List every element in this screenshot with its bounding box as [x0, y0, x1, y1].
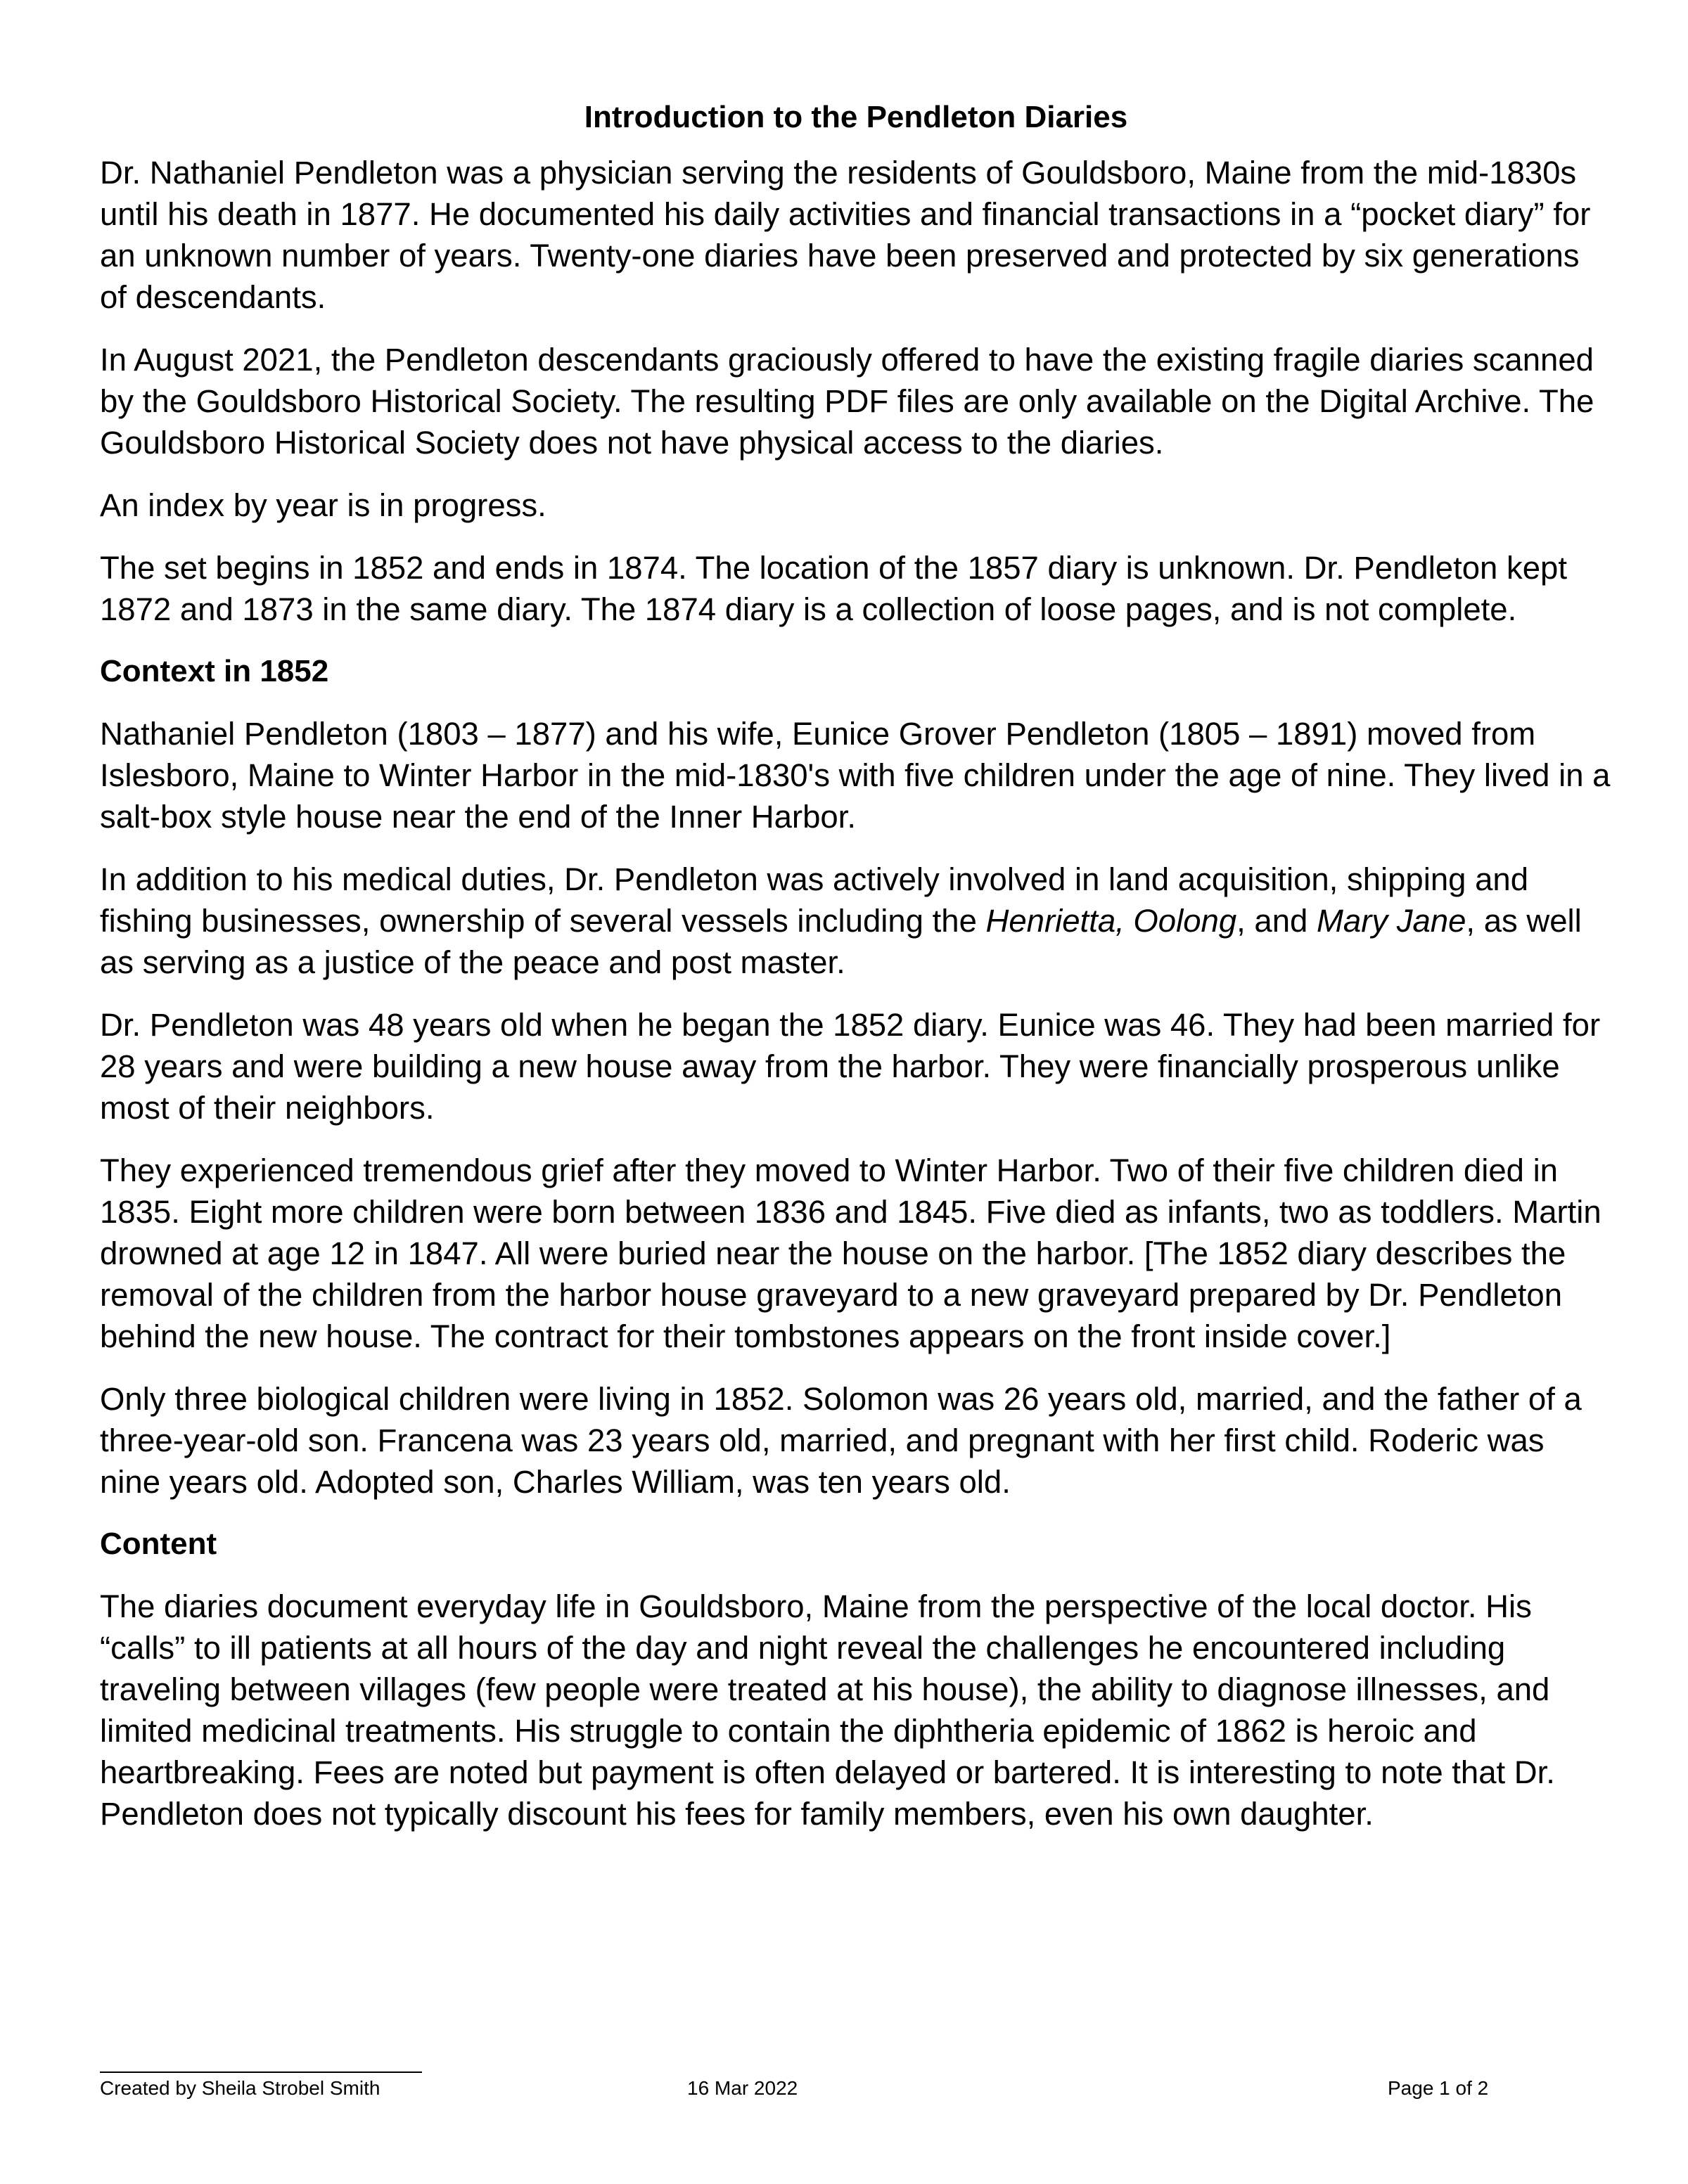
document-page [100, 97, 1612, 1856]
intro-paragraph-4: The set begins in 1852 and ends in 1874. The location of the 1857 diary is unknown. Dr. Pendleton kept 1872 and 1873 in the same diary. The 1874 diary is a collection of loose pages, and is not complete. [100, 550, 1568, 627]
page-title: Introduction to the Pendleton Diaries [584, 100, 1128, 134]
context-paragraph-2 [100, 859, 1612, 983]
section-heading-context: Context in 1852 [100, 654, 329, 688]
context-paragraph-5: Only three biological children were living in 1852. Solomon was 26 years old, married, and the father of a three-year-old son. Francena was 23 years old, married, and pregnant with her first child. Roderic was nine years old. Adopted son, Charles William, was ten years old. [100, 1381, 1582, 1500]
footer-author: Created by Sheila Strobel Smith [100, 2077, 381, 2099]
context-paragraph-2-text-before: In addition to his medical duties, Dr. Pendleton was actively involved in land acquisition, shipping and fishing businesses, ownership of several vessels including the [100, 861, 1529, 939]
intro-paragraph-2: In August 2021, the Pendleton descendants graciously offered to have the existing fragile diaries scanned by the Gouldsboro Historical Society. The resulting PDF files are only available on the Digital Archive. The Gouldsboro Historical Society does not have physical access to the diaries. [100, 342, 1594, 461]
footer-divider [100, 2071, 422, 2073]
intro-paragraph-1: Dr. Nathaniel Pendleton was a physician serving the residents of Gouldsboro, Maine from the mid-1830s until his death in 1877. He documented his daily activities and financial transactions in a “pocket diary” for an unknown number of years. Twenty-one diaries have been preserved and protected by six generations of descendants. [100, 155, 1591, 315]
footer-page-number: Page 1 of 2 [1388, 2077, 1489, 2099]
context-paragraph-1: Nathaniel Pendleton (1803 – 1877) and his wife, Eunice Grover Pendleton (1805 – 1891) moved from Islesboro, Maine to Winter Harbor in the mid-1830's with five children under the age of nine. They lived in a salt-box style house near the end of the Inner Harbor. [100, 716, 1611, 835]
context-paragraph-2-text-middle: , and [1236, 903, 1317, 939]
section-heading-content: Content [100, 1527, 217, 1561]
vessel-name-italic: Mary Jane [1316, 903, 1466, 939]
footer-date: 16 Mar 2022 [687, 2077, 798, 2099]
context-paragraph-3: Dr. Pendleton was 48 years old when he began the 1852 diary. Eunice was 46. They had been married for 28 years and were building a new house away from the harbor. They were financially prosperous unlike most of their neighbors. [100, 1007, 1601, 1126]
context-paragraph-2-text-after: , as well as serving as a justice of the peace and post master. [100, 903, 1582, 980]
content-paragraph-1: The diaries document everyday life in Gouldsboro, Maine from the perspective of the local doctor. His “calls” to ill patients at all hours of the day and night reveal the challenges he encountered including traveling between villages (few people were treated at his house), the ability to diagnose illnesses, and limited medicinal treatments. His struggle to contain the diphtheria epidemic of 1862 is heroic and heartbreaking. Fees are noted but payment is often delayed or bartered. It is interesting to note that Dr. Pendleton does not typically discount his fees for family members, even his own daughter. [100, 1588, 1555, 1832]
vessel-names-italic: Henrietta, Oolong [985, 903, 1237, 939]
page-footer [100, 2076, 1507, 2104]
context-paragraph-4: They experienced tremendous grief after they moved to Winter Harbor. Two of their five children died in 1835. Eight more children were born between 1836 and 1845. Five died as infants, two as toddlers. Martin drowned at age 12 in 1847. All were buried near the house on the harbor. [The 1852 diary describes the removal of the children from the harbor house graveyard to a new graveyard prepared by Dr. Pendleton behind the new house. The contract for their tombstones appears on the front inside cover.] [100, 1152, 1601, 1354]
intro-paragraph-3: An index by year is in progress. [100, 487, 546, 523]
